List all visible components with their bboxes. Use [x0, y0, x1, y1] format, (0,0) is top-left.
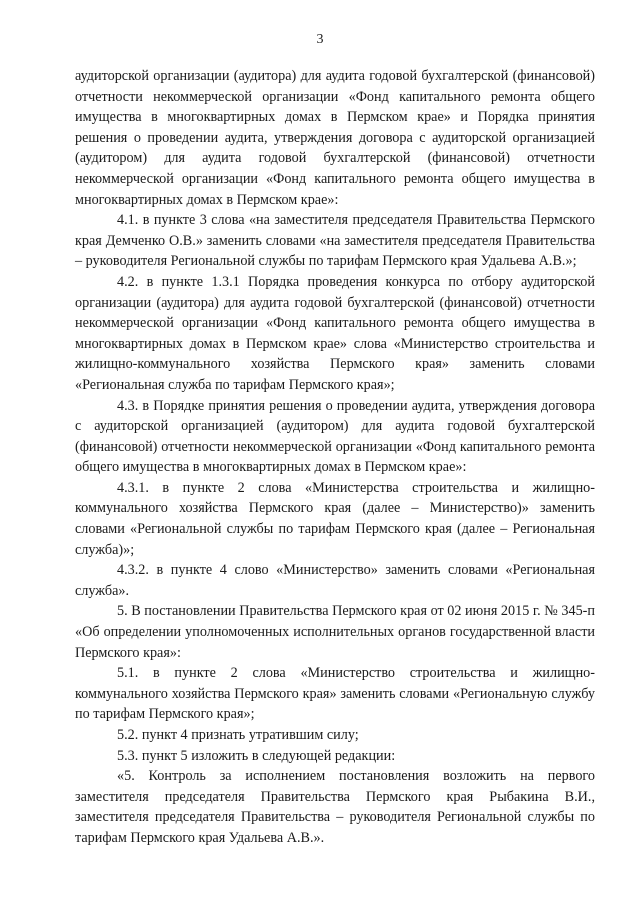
paragraph-5: 5. В постановлении Правительства Пермского края от 02 июня 2015 г. № 345-п «Об определении уполномоченных исполнительных органов государственной власти Пермского края»:: [75, 603, 595, 661]
paragraph-5-1: 5.1. в пункте 2 слова «Министерство строительства и жилищно-коммунального хозяйства Пермского края» заменить словами «Региональную службу по тарифам Пермского края»;: [75, 665, 595, 723]
paragraph-5-2: 5.2. пункт 4 признать утратившим силу;: [117, 727, 359, 743]
page-number: 3: [316, 32, 324, 47]
paragraph-5-3: 5.3. пункт 5 изложить в следующей редакции:: [117, 747, 396, 764]
paragraph-4-3: 4.3. в Порядке принятия решения о проведении аудита, утверждения договора с аудиторской организацией (аудитором) для аудита годовой бухгалтерской (финансовой) отчетности некоммерческой организации «Фонд капитального ремонта общего имущества в многоквартирных домах в Пермском крае»:: [75, 397, 595, 476]
paragraph-continuation: аудиторской организации (аудитора) для аудита годовой бухгалтерской (финансовой) отчетности некоммерческой организации «Фонд капитального ремонта общего имущества в многоквартирных домах в Пермском крае» и Порядка принятия решения о проведении аудита, утверждения договора с аудиторской организацией (аудитором) для аудита годовой бухгалтерской (финансовой) отчетности некоммерческой организации «Фонд капитального ремонта общего имущества в многоквартирных домах в Пермском крае»:: [75, 68, 595, 208]
paragraph-4-3-1: 4.3.1. в пункте 2 слова «Министерства строительства и жилищно-коммунального хозяйства Пермского края (далее – Министерство)» заменить словами «Региональной службы по тарифам Пермского края (далее – Региональная служба)»;: [75, 479, 595, 558]
paragraph-4-1: 4.1. в пункте 3 слова «на заместителя председателя Правительства Пермского края Демченко О.В.» заменить словами «на заместителя председателя Правительства – руководителя Региональной службы по тарифам Пермского края Удальева А.В.»;: [75, 212, 595, 270]
paragraph-quoted-5: «5. Контроль за исполнением постановления возложить на первого заместителя председателя Правительства Пермского края Рыбакина В.И., заместителя председателя Правительства – руководителя Региональной службы по тарифам Пермского края Удальева А.В.».: [75, 768, 595, 846]
paragraph-4-2: 4.2. в пункте 1.3.1 Порядка проведения конкурса по отбору аудиторской организации (аудитора) для аудита годовой бухгалтерской (финансовой) отчетности некоммерческой организации «Фонд капитального ремонта общего имущества в многоквартирных домах в Пермском крае» слова «Министерство строительства и жилищно-коммунального хозяйства Пермского края» заменить словами «Региональная служба по тарифам Пермского края»;: [75, 273, 595, 393]
paragraph-4-3-2: 4.3.2. в пункте 4 слово «Министерство» заменить словами «Региональная служба».: [75, 562, 595, 599]
document-body: [75, 66, 595, 849]
